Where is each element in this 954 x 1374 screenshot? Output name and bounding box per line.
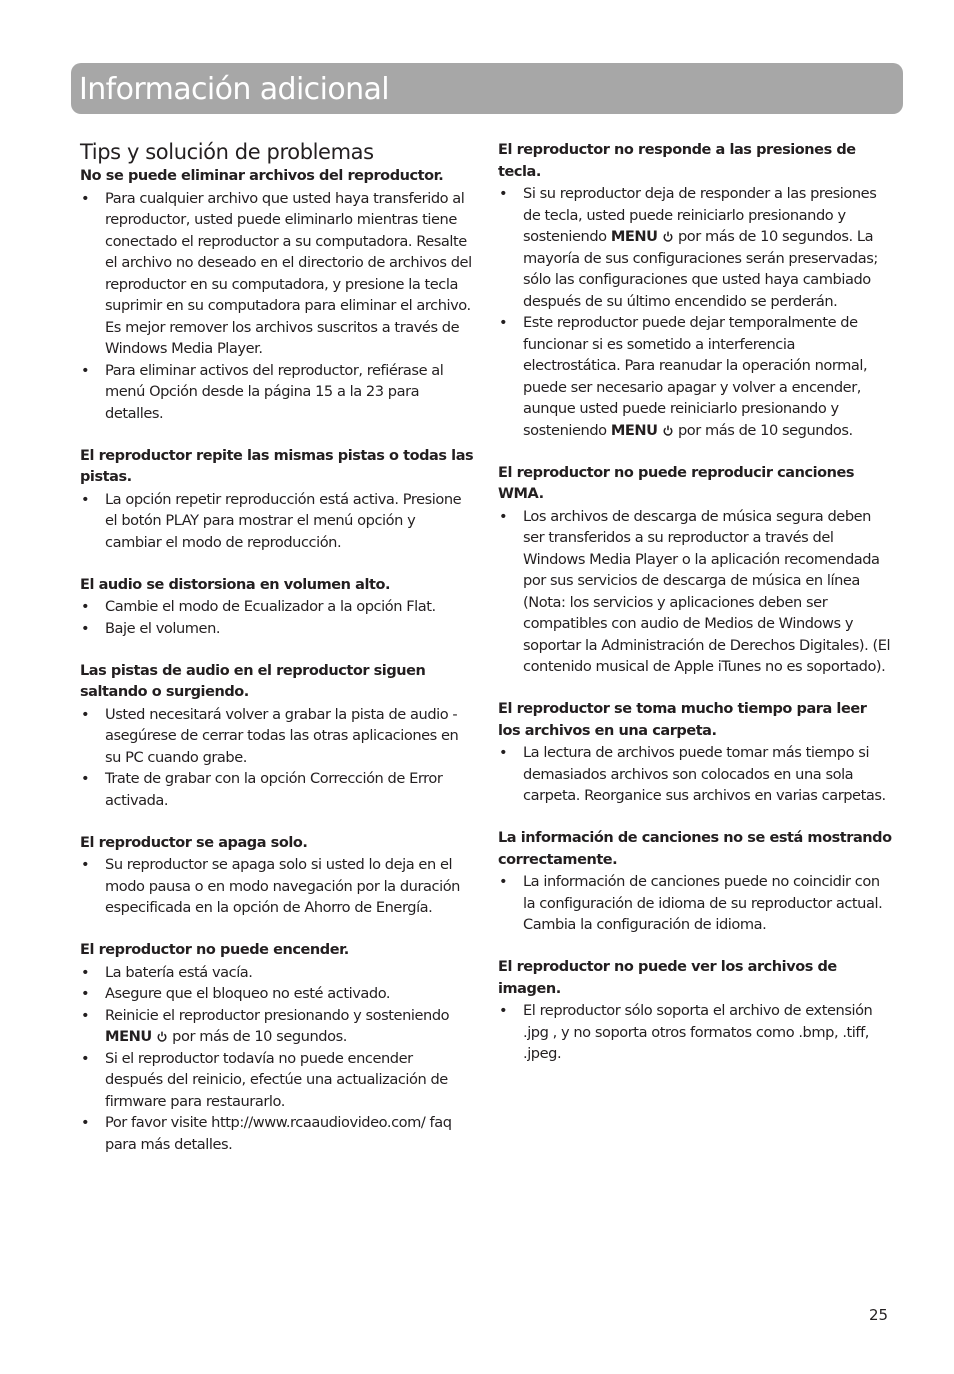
tip-text: La información de canciones puede no coincidir con la configuración de idioma de su reproductor actual. Cambia la configuración de idioma. <box>523 873 883 933</box>
tip-item <box>498 183 892 312</box>
tip-list <box>498 871 892 936</box>
tip-item <box>80 768 474 811</box>
tip-text: por más de 10 segundos. <box>167 1028 347 1045</box>
tip-item <box>80 596 474 618</box>
tip-list <box>498 742 892 807</box>
bullet-marker: • <box>81 1006 90 1024</box>
tip-list <box>80 704 474 812</box>
bullet-marker: • <box>499 507 508 525</box>
tip-text: Trate de grabar con la opción Corrección de Error activada. <box>105 770 443 809</box>
tip-text: Reinicie el reproductor presionando y sosteniendo <box>105 1006 450 1024</box>
tip-text: Si su reproductor deja de responder a las presiones de tecla, usted puede reiniciarlo presionando y sosteniendo <box>523 185 877 245</box>
tip-text: La opción repetir reproducción está activa. Presione el botón PLAY para mostrar el menú opción y cambiar el modo de reproducción. <box>105 490 462 551</box>
issue-title: No se puede eliminar archivos del reproductor. <box>80 168 444 184</box>
tip-item <box>80 704 474 769</box>
issue-block <box>80 446 474 554</box>
bullet-marker: • <box>81 189 90 207</box>
right-column <box>498 140 892 1086</box>
page-title: Información adicional <box>79 72 390 107</box>
issue-title: El reproductor se apaga solo. <box>80 834 308 851</box>
tip-text: Asegure que el bloqueo no esté activado. <box>105 985 391 1002</box>
page-number: 25 <box>869 1306 889 1324</box>
menu-key-label: MENU <box>610 228 658 245</box>
bullet-marker: • <box>81 856 90 873</box>
issue-title: El reproductor no puede encender. <box>80 942 349 958</box>
bullet-marker: • <box>81 1114 90 1131</box>
issue-block <box>498 828 892 936</box>
tip-text: Para eliminar activos del reproductor, refiérase al menú Opción desde la página 15 a la 23 para detalles. <box>105 361 444 422</box>
issue-title: El audio se distorsiona en volumen alto. <box>80 576 391 593</box>
bullet-marker: • <box>499 185 508 202</box>
bullet-marker: • <box>81 490 90 508</box>
issue-block <box>80 940 474 1155</box>
bullet-marker: • <box>81 598 90 615</box>
tip-item <box>80 1048 474 1113</box>
tip-text: La lectura de archivos puede tomar más tiempo si demasiados archivos son colocados en una sola carpeta. Reorganice sus archivos en varias carpetas. <box>523 744 886 804</box>
tip-text: Este reproductor puede dejar temporalmente de funcionar si es sometido a interferencia electrostática. Para reanudar la operación normal, puede ser necesario apagar y volver a encender, aunque usted puede reiniciarlo presionando y sosteniendo <box>523 314 868 439</box>
tip-text: Por favor visite http://www.rcaaudiovideo.com/ faq para más detalles. <box>105 1114 452 1153</box>
tip-text: Si el reproductor todavía no puede encender después del reinicio, efectúe una actualización de firmware para restaurarlo. <box>105 1049 448 1110</box>
tip-item <box>80 1112 474 1155</box>
tip-item <box>498 742 892 807</box>
bullet-marker: • <box>499 744 508 761</box>
tip-list <box>498 506 892 678</box>
bullet-marker: • <box>81 705 90 723</box>
tip-item <box>80 618 474 640</box>
left-issues <box>80 166 474 1155</box>
right-issues <box>498 140 892 1065</box>
issue-block <box>498 699 892 807</box>
issue-title: El reproductor no puede ver los archivos de imagen. <box>498 959 837 997</box>
issue-block <box>498 957 892 1065</box>
tip-list <box>80 489 474 554</box>
tip-text: Los archivos de descarga de música segura deben ser transferidos a su reproductor a través del Windows Media Player o la aplicación recomendada por sus servicios de descarga de música en línea (Nota: los servicios y aplicaciones deben ser compatibles con audio de Medios de Windows y soportar la Administración de Derechos Digitales). (El contenido musical de Apple iTunes no es soportado). <box>523 507 891 675</box>
tip-list <box>498 183 892 441</box>
tip-text: Baje el volumen. <box>105 619 221 637</box>
issue-title: El reproductor no responde a las presiones de tecla. <box>498 142 856 180</box>
issue-block <box>80 575 474 640</box>
tip-item <box>80 360 474 425</box>
bullet-marker: • <box>81 770 90 787</box>
issue-title: Las pistas de audio en el reproductor siguen saltando o surgiendo. <box>80 662 426 700</box>
issue-title: El reproductor repite las mismas pistas o todas las pistas. <box>80 447 474 485</box>
tip-item <box>498 1000 892 1065</box>
tip-item <box>80 983 474 1005</box>
tip-list <box>80 188 474 425</box>
tip-text: Para cualquier archivo que usted haya transferido al reproductor, usted puede eliminarlo mientras tiene conectado el reproductor a su computadora. Resalte el archivo no deseado en el directorio de archivos del reproductor en su computadora, y presione la tecla suprimir en su computadora para eliminar el archivo. Es mejor remover los archivos suscritos a través de Windows Media Player. <box>105 189 472 357</box>
tip-text: Usted necesitará volver a grabar la pista de audio - asegúrese de cerrar todas las otras aplicaciones en su PC cuando grabe. <box>105 705 459 766</box>
tip-text: por más de 10 segundos. La mayoría de sus configuraciones serán preservadas; sólo las configuraciones que usted haya cambiado después de su último encendido se perderán. <box>523 228 878 310</box>
bullet-marker: • <box>499 873 508 890</box>
tip-text: La batería está vacía. <box>105 963 253 981</box>
issue-title: El reproductor se toma mucho tiempo para leer los archivos en una carpeta. <box>498 701 867 739</box>
tip-text: Cambie el modo de Ecualizador a la opción Flat. <box>105 598 436 615</box>
section-title: Tips y solución de problemas <box>80 140 374 164</box>
tip-item <box>498 506 892 678</box>
tip-item <box>80 188 474 360</box>
header-banner <box>71 63 903 114</box>
tip-item <box>80 962 474 984</box>
bullet-marker: • <box>81 1049 90 1067</box>
tip-item <box>80 854 474 919</box>
power-icon <box>663 231 673 242</box>
menu-key-label: MENU <box>610 421 658 439</box>
issue-block <box>80 661 474 812</box>
issue-title: El reproductor no puede reproducir canciones WMA. <box>498 464 855 502</box>
issue-title: La información de canciones no se está mostrando correctamente. <box>498 830 892 868</box>
menu-key-label: MENU <box>105 1028 152 1045</box>
tip-list <box>80 854 474 919</box>
issue-block <box>498 140 892 441</box>
issue-block <box>498 463 892 678</box>
tip-list <box>498 1000 892 1065</box>
tip-text: Su reproductor se apaga solo si usted lo deja en el modo pausa o en modo navegación por la duración especificada en la opción de Ahorro de Energía. <box>105 856 460 916</box>
bullet-marker: • <box>81 963 90 981</box>
issue-block <box>80 833 474 919</box>
bullet-marker: • <box>499 1002 508 1019</box>
power-icon <box>663 425 673 436</box>
bullet-marker: • <box>81 619 90 637</box>
tip-item <box>498 312 892 441</box>
left-column <box>80 140 474 1177</box>
tip-list <box>80 596 474 639</box>
tip-item <box>80 489 474 554</box>
bullet-marker: • <box>81 361 90 379</box>
issue-block <box>80 166 474 424</box>
power-icon <box>157 1031 167 1042</box>
tip-item <box>498 871 892 936</box>
tip-text: por más de 10 segundos. <box>673 421 853 439</box>
tip-list <box>80 962 474 1156</box>
tip-text: El reproductor sólo soporta el archivo de extensión .jpg , y no soporta otros formatos como .bmp, .tiff, .jpeg. <box>523 1002 873 1062</box>
bullet-marker: • <box>81 985 90 1002</box>
tip-item <box>80 1005 474 1048</box>
bullet-marker: • <box>499 314 508 331</box>
